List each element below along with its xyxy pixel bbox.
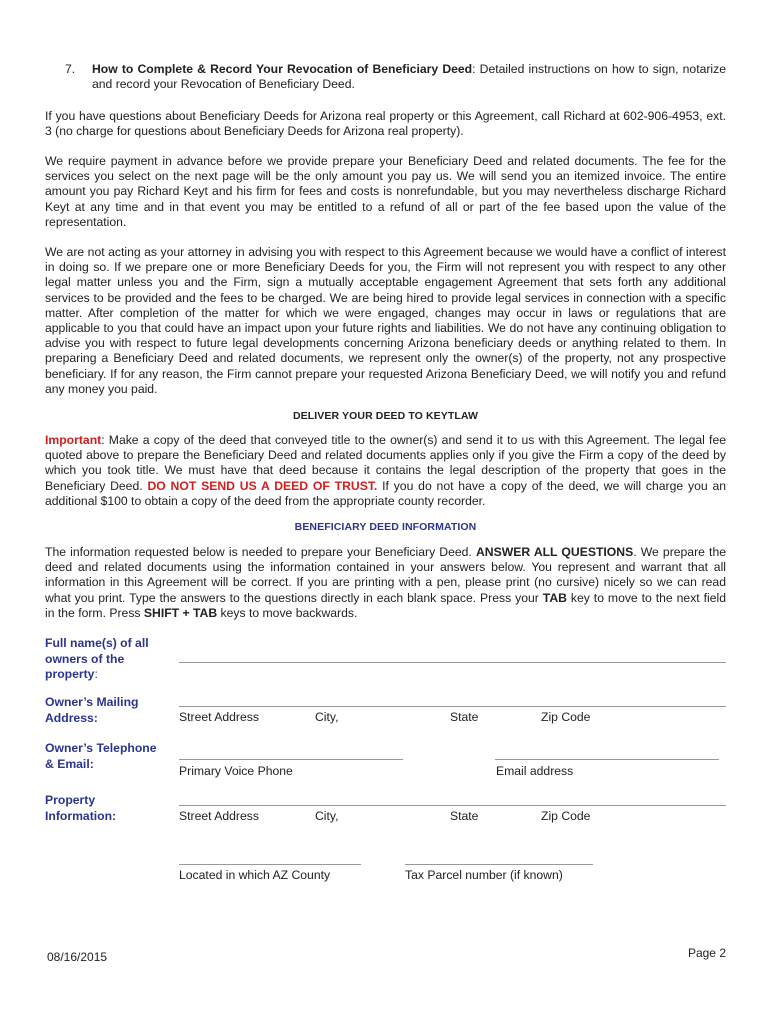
deliver-text-2: If you do not have a copy of the deed, we will charge you an additional $100 to obtain a copy of the deed from the appropriate county recorder. [45,478,726,508]
property-state-label: State [450,809,479,823]
city-label: City, [315,710,339,724]
important-label: Important [45,433,102,447]
deliver-paragraph [45,433,726,509]
owners-label: Full name(s) of all owners of the property: [45,636,149,681]
tax-parcel-label: Tax Parcel number (if known) [405,868,563,882]
info-heading: BENEFICIARY DEED INFORMATION [294,521,477,533]
info-text: The information requested below is needed to prepare your Beneficiary Deed. [45,545,476,559]
primary-phone-label: Primary Voice Phone [179,764,293,778]
property-zip-label: Zip Code [541,809,591,823]
tab-key: TAB [542,590,567,605]
mailing-label: Owner’s Mailing Address: [45,695,139,725]
list-number: 7. [65,62,76,76]
zip-label: Zip Code [541,710,591,724]
item7-title: How to Complete & Record Your Revocation of Beneficiary Deed [92,62,473,76]
deliver-heading: DELIVER YOUR DEED TO KEYTLAW [292,410,479,422]
owners-field[interactable] [179,662,726,663]
footer-date: 08/16/2015 [47,950,108,964]
email-address-label: Email address [496,764,574,778]
info-text-4: keys to move backwards. [217,605,358,620]
page-number: Page 2 [687,946,726,960]
deliver-text: : Make a copy of the deed that conveyed title to the owner(s) and send it to us with this Agreement. The legal fee quoted above to prepare the Beneficiary Deed and related documents applies only if you give the Firm a copy of the deed by which you took title. We must have that deed because it contains the legal description of the property that goes in the Beneficiary Deed. [45,433,726,493]
deed-of-trust-warning: DO NOT SEND US A DEED OF TRUST. [147,478,378,493]
state-label: State [450,710,479,724]
county-field[interactable] [179,864,361,865]
item7-text: : Detailed instructions on how to sign, notarize and record your Revocation of Beneficiary Deed. [92,62,726,92]
property-address-field[interactable] [179,805,726,806]
phone-label: Owner’s Telephone & Email: [45,741,157,771]
phone-field[interactable] [179,759,403,760]
questions-paragraph: If you have questions about Beneficiary Deeds for Arizona real property or this Agreement, call Richard at 602-906-4953, ext. 3 (no charge for questions about Beneficiary Deeds for Arizona real property). [45,109,726,139]
property-label: Property Information: [45,793,117,823]
payment-paragraph: We require payment in advance before we provide prepare your Beneficiary Deed and related documents. The fee for the services you select on the next page will be the only amount you pay us. We will send you an itemized invoice. The entire amount you pay Richard Keyt and his firm for fees and costs is nonrefundable, but you may nevertheless discharge Richard Keyt at any time and in that event you may be entitled to a refund of all or part of the fee based upon the value of the representation. [45,154,726,229]
info-text-3: key to move to the next field in the form. Press [45,590,726,620]
email-field[interactable] [495,759,719,760]
list-item-7 [65,62,726,92]
county-label: Located in which AZ County [179,868,331,882]
property-city-label: City, [315,809,339,823]
shift-tab-keys: SHIFT + TAB [143,605,218,620]
mailing-address-field[interactable] [179,706,726,707]
attorney-paragraph: We are not acting as your attorney in advising you with respect to this Agreement because we would have a conflict of interest in doing so. If we prepare one or more Beneficiary Deeds for you, the Firm will not represent you with respect to any other legal matter unless you and the Firm, sign a mutually acceptable engagement Agreement that sets forth any additional services to be provided and the fees to be charged. We are being hired to provide legal services in connection with a specific matter. After completion of the matter for which we were engaged, changes may occur in laws or regulations that are applicable to you that could have an impact upon your future rights and liabilities. We do not have any continuing obligation to advise you with respect to future legal developments concerning Arizona beneficiary deeds or anything related to them. In preparing a Beneficiary Deed and related documents, we represent only the owner(s) of the property, not any prospective beneficiary. If for any reason, the Firm cannot prepare your requested Arizona Beneficiary Deed, we will notify you and refund any money you paid. [45,245,726,396]
info-paragraph [45,545,726,621]
tax-parcel-field[interactable] [405,864,593,865]
property-street-label: Street Address [179,809,259,823]
answer-all-questions: ANSWER ALL QUESTIONS [475,545,634,559]
info-text-2: . We prepare the deed and related documents using the information contained in your answers below. You represent and warrant that all information in this Agreement will be correct. If you are printing with a pen, please print (no cursive) nicely so we can read what you print. Type the answers to the questions directly in each blank space. Press your [45,545,726,605]
street-label: Street Address [179,710,259,724]
